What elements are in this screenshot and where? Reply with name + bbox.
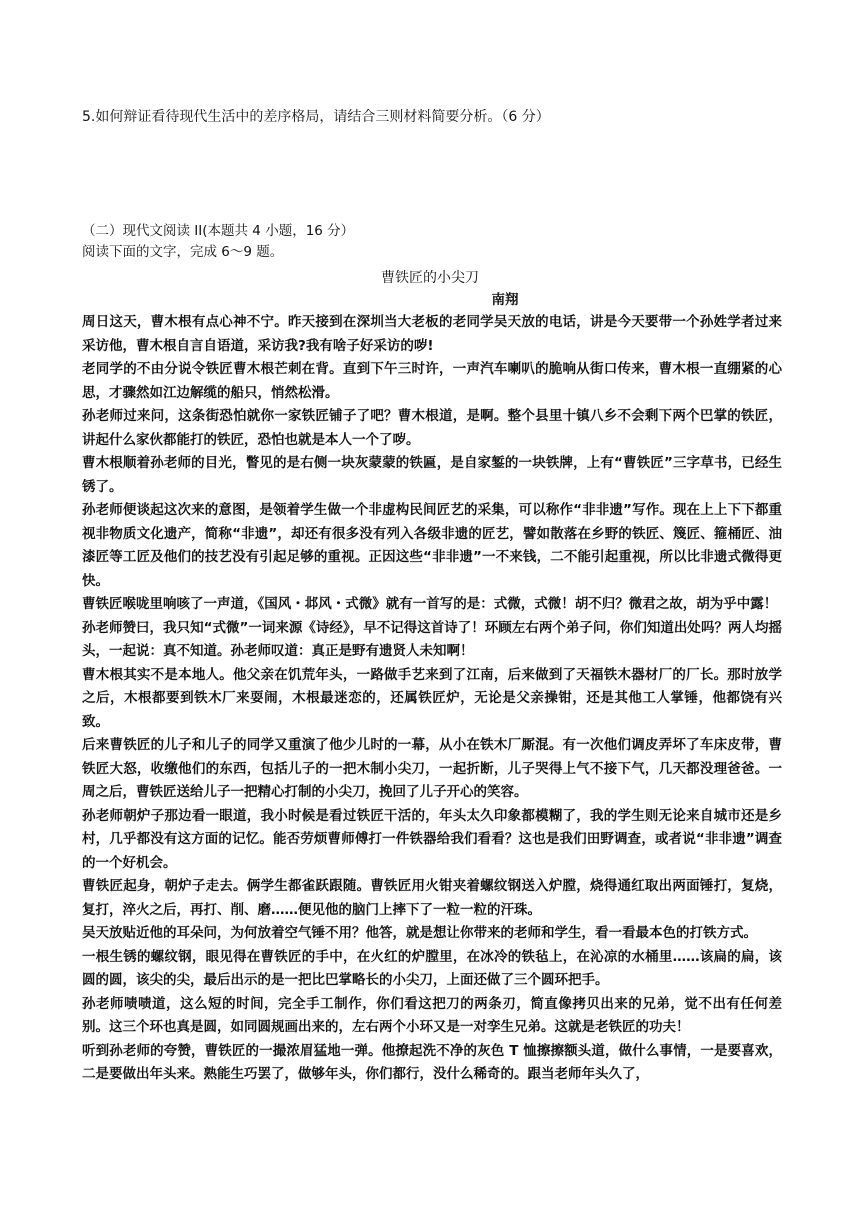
article-body	[82, 311, 782, 1087]
article-author: 南翔	[491, 292, 519, 308]
paragraph: 周日这天，曹木根有点心神不宁。昨天接到在深圳当大老板的老同学吴天放的电话，讲是今天要带一个孙姓学者过来采访他，曹木根自言自语道，采访我?我有啥子好采访的哕!	[82, 314, 782, 354]
paragraph: 吴天放贴近他的耳朵问，为何放着空气锤不用？他答，就是想让你带来的老师和学生，看一看最本色的打铁方式。	[82, 925, 757, 941]
paragraph: 老同学的不由分说令铁匠曹木根芒刺在背。直到下午三时许，一声汽车喇叭的脆响从街口传来，曹木根一直绷紧的心思，才骤然如江边解缆的船只，悄然松滑。	[82, 361, 782, 401]
article-title: 曹铁匠的小尖刀	[381, 270, 479, 286]
paragraph: 孙老师过来问，这条街恐怕就你一家铁匠铺子了吧？曹木根道，是啊。整个县里十镇八乡不会剩下两个巴掌的铁匠，讲起什么家伙都能打的铁匠，恐怕也就是本人一个了哕。	[82, 408, 782, 448]
paragraph: 孙老师便谈起这次来的意图，是领着学生做一个非虚构民间匠艺的采集，可以称作“非非遗”写作。现在上上下下都重视非物质文化遗产，简称“非遗”，却还有很多没有列入各级非遗的匠艺，譬如散落在乡野的铁匠、篾匠、箍桶匠、油漆匠等工匠及他们的技艺没有引起足够的重视。正因这些“非非遗”一不来钱，二不能引起重视，所以比非遗式微得更快。	[82, 502, 782, 589]
section-heading: （二）现代文阅读 II(本题共 4 小题，16 分）	[82, 223, 355, 239]
paragraph: 一根生锈的螺纹钢，眼见得在曹铁匠的手中，在火红的炉膛里，在冰冷的铁毡上，在沁凉的水桶里……该扁的扁，该圆的圆，该尖的尖，最后出示的是一把比巴掌略长的小尖刀，上面还做了三个圆环把手。	[82, 948, 782, 988]
paragraph: 后来曹铁匠的儿子和儿子的同学又重演了他少儿时的一幕，从小在铁木厂厮混。有一次他们调皮弄坏了车床皮带，曹铁匠大怒，收缴他们的东西，包括儿子的一把木制小尖刀，一起折断，儿子哭得上气不接下气，几天都没理爸爸。一周之后，曹铁匠送给儿子一把精心打制的小尖刀，挽回了儿子开心的笑容。	[82, 737, 782, 800]
paragraph: 孙老师啧啧道，这么短的时间，完全手工制作，你们看这把刀的两条刃，简直像拷贝出来的兄弟，觉不出有任何差别。这三个环也真是圆，如同圆规画出来的，左右两个小环又是一对孪生兄弟。这就是老铁匠的功夫！	[82, 995, 782, 1035]
reading-instruction: 阅读下面的文字，完成 6～9 题。	[82, 244, 284, 260]
question-5: 5.如何辩证看待现代生活中的差序格局，请结合三则材料简要分析。（6 分）	[82, 109, 550, 125]
paragraph: 曹铁匠起身，朝炉子走去。俩学生都雀跃跟随。曹铁匠用火钳夹着螺纹钢送入炉膛，烧得通红取出两面锤打，复烧，复打，淬火之后，再打、削、磨……便见他的脑门上摔下了一粒一粒的汗珠。	[82, 878, 782, 918]
paragraph: 曹铁匠喉咙里响咳了一声道，《国风・邶风・式微》就有一首写的是：式微，式微！胡不归？微君之故，胡为乎中露！	[82, 596, 778, 612]
paragraph: 孙老师赞曰，我只知“式微”一词来源《诗经》，早不记得这首诗了！环顾左右两个弟子问，你们知道出处吗？两人均摇头，一起说：真不知道。孙老师叹道：真正是野有遗贤人未知啊！	[82, 619, 782, 659]
paragraph: 曹木根顺着孙老师的目光，瞥见的是右侧一块灰蒙蒙的铁匾，是自家錾的一块铁牌，上有“曹铁匠”三字草书，已经生锈了。	[82, 455, 782, 495]
paragraph: 孙老师朝炉子那边看一眼道，我小时候是看过铁匠干活的，年头太久印象都模糊了，我的学生则无论来自城市还是乡村，几乎都没有这方面的记忆。能否劳烦曹师傅打一件铁器给我们看看？这也是我们田野调查，或者说“非非遗”调查的一个好机会。	[82, 807, 782, 871]
paragraph: 听到孙老师的夸赞，曹铁匠的一撮浓眉猛地一弹。他撩起洗不净的灰色 T 恤擦擦额头道，做什么事情，一是要喜欢，二是要做出年头来。熟能生巧罢了，做够年头，你们都行，没什么稀奇的。跟当老师年头久了，	[82, 1042, 782, 1082]
paragraph: 曹木根其实不是本地人。他父亲在饥荒年头，一路做手艺来到了江南，后来做到了天福铁木器材厂的厂长。那时放学之后，木根都要到铁木厂来耍闹，木根最迷恋的，还属铁匠炉，无论是父亲操钳，还是其他工人掌锤，他都饶有兴致。	[82, 666, 782, 730]
